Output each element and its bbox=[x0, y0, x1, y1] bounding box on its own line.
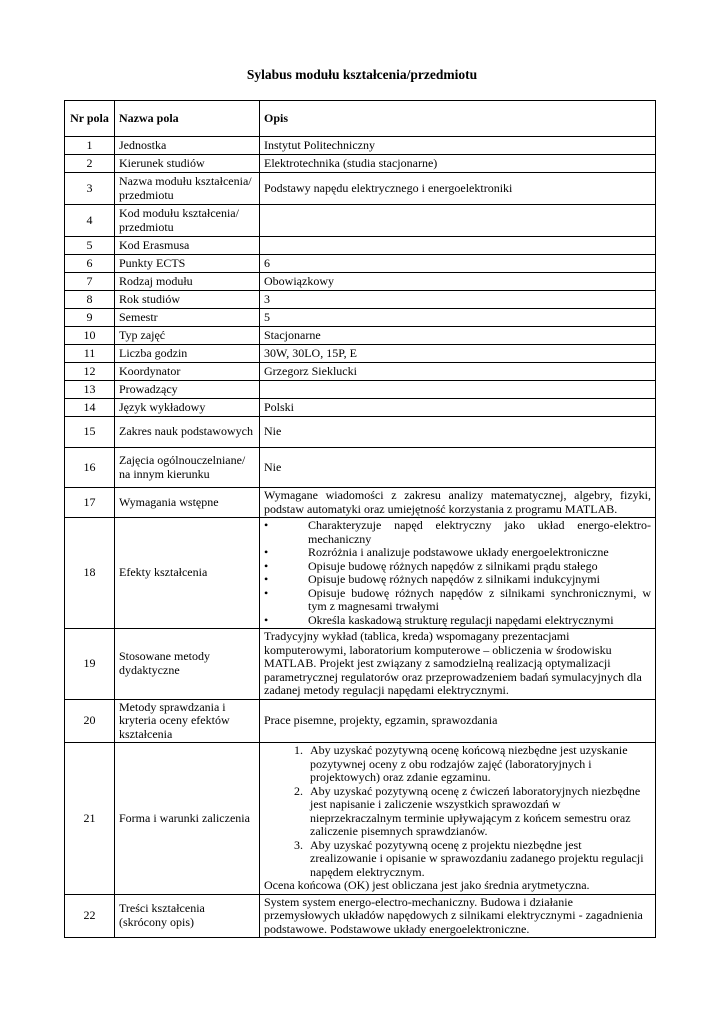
list-item-text: Określa kaskadową strukturę regulacji napędami elektrycznymi bbox=[308, 612, 614, 627]
row-number: 14 bbox=[65, 399, 115, 417]
row-field-name: Semestr bbox=[115, 309, 260, 327]
table-row bbox=[65, 399, 656, 417]
table-row bbox=[65, 237, 656, 255]
row-description: Obowiązkowy bbox=[260, 273, 656, 291]
row-description: Grzegorz Sieklucki bbox=[260, 363, 656, 381]
row-field-name: Nazwa modułu kształcenia/ przedmiotu bbox=[115, 173, 260, 205]
row-number: 22 bbox=[65, 894, 115, 938]
header-name: Nazwa pola bbox=[115, 101, 260, 137]
page-title: Sylabus modułu kształcenia/przedmiotu bbox=[246, 67, 478, 82]
table-row bbox=[65, 309, 656, 327]
row-field-name: Kierunek studiów bbox=[115, 155, 260, 173]
row-field-name: Koordynator bbox=[115, 363, 260, 381]
table-row bbox=[65, 137, 656, 155]
row-description: Nie bbox=[260, 417, 656, 448]
row-field-name: Jednostka bbox=[115, 137, 260, 155]
table-row bbox=[65, 363, 656, 381]
list-item: 1. Aby uzyskać pozytywną ocenę końcową niezbędne jest uzyskanie pozytywnej oceny z obu rodzajów zajęć (laboratoryjnych i projektowych) oraz zdanie egzaminu. bbox=[306, 744, 651, 785]
row-field-name: Kod modułu kształcenia/ przedmiotu bbox=[115, 205, 260, 237]
row-number: 17 bbox=[65, 488, 115, 518]
row-description bbox=[260, 381, 656, 399]
table-row bbox=[65, 291, 656, 309]
row-field-name: Forma i warunki zaliczenia bbox=[115, 743, 260, 895]
row-field-name: Rok studiów bbox=[115, 291, 260, 309]
row-field-name: Treści kształcenia (skrócony opis) bbox=[115, 894, 260, 938]
list-item-text: Opisuje budowę różnych napędów z silnikami synchronicznymi, w tym z magnesami trwałymi bbox=[308, 585, 651, 613]
row-number: 13 bbox=[65, 381, 115, 399]
header-desc: Opis bbox=[260, 101, 656, 137]
bullet-icon: • bbox=[264, 518, 269, 532]
row-field-name: Liczba godzin bbox=[115, 345, 260, 363]
row-number: 10 bbox=[65, 327, 115, 345]
row-field-name: Język wykładowy bbox=[115, 399, 260, 417]
row-number: 19 bbox=[65, 629, 115, 700]
list-item bbox=[264, 560, 651, 574]
row-description bbox=[260, 237, 656, 255]
table-row bbox=[65, 518, 656, 629]
row-field-name: Stosowane metody dydaktyczne bbox=[115, 629, 260, 700]
row-number: 20 bbox=[65, 699, 115, 743]
row-field-name: Prowadzący bbox=[115, 381, 260, 399]
bullet-icon: • bbox=[264, 558, 269, 573]
effects-list bbox=[264, 519, 651, 627]
row-number: 21 bbox=[65, 743, 115, 895]
list-item-text: Opisuje budowę różnych napędów z silnikami indukcyjnymi bbox=[308, 572, 600, 586]
row-description: 6 bbox=[260, 255, 656, 273]
table-row bbox=[65, 255, 656, 273]
list-item bbox=[264, 587, 651, 614]
conditions-list bbox=[264, 744, 651, 879]
list-item-text: Opisuje budowę różnych napędów z silnikami prądu stałego bbox=[308, 558, 598, 573]
table-row bbox=[65, 699, 656, 743]
table-header-row bbox=[65, 101, 656, 137]
row-number: 6 bbox=[65, 255, 115, 273]
row-description: 3 bbox=[260, 291, 656, 309]
table-row bbox=[65, 155, 656, 173]
bullet-icon: • bbox=[264, 612, 269, 627]
table-row bbox=[65, 488, 656, 518]
list-item-text: Charakteryzuje napęd elektryczny jako układ energo-elektro-mechaniczny bbox=[308, 518, 651, 546]
list-item bbox=[264, 546, 651, 560]
list-item bbox=[264, 573, 651, 587]
table-row bbox=[65, 381, 656, 399]
list-item bbox=[264, 614, 651, 628]
table-row bbox=[65, 448, 656, 488]
row-number: 2 bbox=[65, 155, 115, 173]
row-description bbox=[260, 743, 656, 895]
row-description: Stacjonarne bbox=[260, 327, 656, 345]
row-field-name: Efekty kształcenia bbox=[115, 518, 260, 629]
row-number: 9 bbox=[65, 309, 115, 327]
row-field-name: Typ zajęć bbox=[115, 327, 260, 345]
row-description: Instytut Politechniczny bbox=[260, 137, 656, 155]
list-item-text: Rozróżnia i analizuje podstawowe układy energoelektroniczne bbox=[308, 545, 609, 559]
header-nr: Nr pola bbox=[65, 101, 115, 137]
row-field-name: Zakres nauk podstawowych bbox=[115, 417, 260, 448]
row-number: 11 bbox=[65, 345, 115, 363]
row-description: 5 bbox=[260, 309, 656, 327]
table-row bbox=[65, 273, 656, 291]
row-description: Wymagane wiadomości z zakresu analizy matematycznej, algebry, fizyki, podstaw automatyki oraz umiejętność korzystania z programu MATLAB. bbox=[260, 488, 656, 518]
list-item: 2. Aby uzyskać pozytywną ocenę z ćwiczeń laboratoryjnych niezbędne jest napisanie i zaliczenie wszystkich sprawozdań w nieprzekraczalnym terminie upływającym z końcem semestru oraz zaliczenie pisemnych sprawdzianów. bbox=[306, 785, 651, 839]
row-description: Podstawy napędu elektrycznego i energoelektroniki bbox=[260, 173, 656, 205]
row-number: 18 bbox=[65, 518, 115, 629]
row-number: 16 bbox=[65, 448, 115, 488]
row-description: Nie bbox=[260, 448, 656, 488]
row-number: 4 bbox=[65, 205, 115, 237]
row-field-name: Wymagania wstępne bbox=[115, 488, 260, 518]
row-field-name: Zajęcia ogólnouczelniane/ na innym kierunku bbox=[115, 448, 260, 488]
row-number: 3 bbox=[65, 173, 115, 205]
row-number: 8 bbox=[65, 291, 115, 309]
list-item: 3. Aby uzyskać pozytywną ocenę z projektu niezbędne jest zrealizowanie i opisanie w sprawozdaniu zadanego projektu regulacji napędem elektrycznym. bbox=[306, 839, 651, 880]
row-field-name: Kod Erasmusa bbox=[115, 237, 260, 255]
table-row bbox=[65, 894, 656, 938]
row-number: 7 bbox=[65, 273, 115, 291]
row-description: Tradycyjny wykład (tablica, kreda) wspomagany prezentacjami komputerowymi, laboratorium komputerowe – obliczenia w środowisku MATLAB. Projekt jest związany z samodzielną realizacją optymalizacji parametrycznej regulatorów oraz przeprowadzeniem badań symulacyjnych dla zadanej metody regulacji napędami elektrycznymi. bbox=[260, 629, 656, 700]
table-row bbox=[65, 629, 656, 700]
table-row bbox=[65, 345, 656, 363]
row-number: 12 bbox=[65, 363, 115, 381]
table-row bbox=[65, 205, 656, 237]
table-row bbox=[65, 743, 656, 895]
row-number: 15 bbox=[65, 417, 115, 448]
bullet-icon: • bbox=[264, 572, 269, 586]
bullet-icon: • bbox=[264, 585, 269, 600]
row-description: Elektrotechnika (studia stacjonarne) bbox=[260, 155, 656, 173]
row-field-name: Metody sprawdzania i kryteria oceny efektów kształcenia bbox=[115, 699, 260, 743]
grade-note: Ocena końcowa (OK) jest obliczana jest jako średnia arytmetyczna. bbox=[264, 878, 590, 892]
row-number: 1 bbox=[65, 137, 115, 155]
table-row bbox=[65, 417, 656, 448]
list-item bbox=[264, 519, 651, 546]
row-number: 5 bbox=[65, 237, 115, 255]
row-description bbox=[260, 205, 656, 237]
syllabus-table bbox=[64, 100, 656, 938]
row-description: 30W, 30LO, 15P, E bbox=[260, 345, 656, 363]
row-description: Polski bbox=[260, 399, 656, 417]
row-field-name: Punkty ECTS bbox=[115, 255, 260, 273]
row-field-name: Rodzaj modułu bbox=[115, 273, 260, 291]
row-description: System system energo-electro-mechaniczny. Budowa i działanie przemysłowych układów napędowych z silnikami elektrycznymi - zagadnienia podstawowe. Podstawowe układy energoelektroniczne. bbox=[260, 894, 656, 938]
table-row bbox=[65, 173, 656, 205]
row-description: Prace pisemne, projekty, egzamin, sprawozdania bbox=[260, 699, 656, 743]
bullet-icon: • bbox=[264, 545, 269, 559]
table-row bbox=[65, 327, 656, 345]
row-description bbox=[260, 518, 656, 629]
